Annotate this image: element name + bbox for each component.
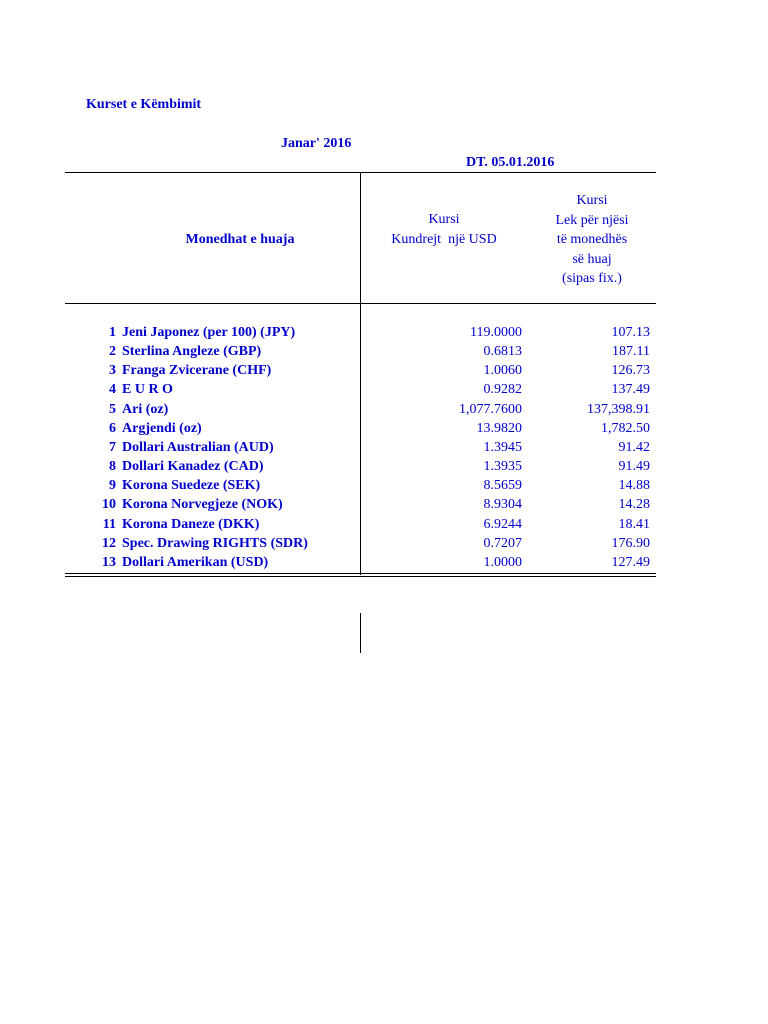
lek-header-line-3: të monedhës [556,232,628,247]
row-number: 7 [109,439,116,455]
usd-rate: 0.6813 [483,344,522,360]
table-row [0,363,768,382]
currency-name: Argjendi (oz) [122,420,202,436]
row-number: 5 [109,401,116,417]
currency-name: Dollari Australian (AUD) [122,439,274,455]
row-number: 2 [109,344,116,360]
usd-rate-header [374,210,514,249]
lek-rate: 91.49 [618,459,650,475]
usd-rate: 8.9304 [483,497,522,513]
usd-rate: 1.0060 [483,363,522,379]
document-title: Kurset e Këmbimit [86,97,202,112]
table-bottom-rule-2 [65,576,656,577]
lek-rate: 1,782.50 [601,420,650,436]
usd-rate: 1.0000 [483,554,522,570]
stray-divider [360,613,361,653]
table-row [0,325,768,344]
lek-rate: 107.13 [611,325,650,340]
currency-name: Spec. Drawing RIGHTS (SDR) [122,535,308,551]
lek-rate: 187.11 [612,344,650,360]
lek-header-line-2: Lek për njësi [555,212,629,228]
lek-rate: 137.49 [611,382,650,398]
row-number: 4 [109,382,116,398]
currency-name: Franga Zvicerane (CHF) [122,363,272,379]
currency-name: Korona Daneze (DKK) [122,516,260,532]
currency-name: E U R O [122,382,173,398]
currency-name: Ari (oz) [122,401,169,417]
usd-rate: 1.3935 [483,459,522,475]
lek-header-line-5: (sipas fix.) [562,271,622,286]
lek-rate-header [530,191,654,289]
usd-rate: 119.0000 [470,325,522,340]
row-number: 9 [109,478,116,494]
row-number: 8 [109,459,116,475]
row-number: 10 [102,497,116,513]
lek-rate: 14.28 [618,497,650,513]
lek-rate: 127.49 [611,554,650,570]
lek-header-line-4: së huaj [572,251,612,267]
usd-rate: 1.3945 [483,439,522,455]
lek-header-line-1: Kursi [576,193,608,208]
usd-rate: 6.9244 [483,516,522,532]
period-label: Janar' 2016 [281,136,352,151]
table-row [0,497,768,516]
table-row [0,517,768,536]
table-row [0,382,768,401]
table-row [0,344,768,363]
usd-rate: 8.5659 [483,478,522,494]
lek-rate: 126.73 [611,363,650,379]
usd-rate: 0.7207 [483,535,522,551]
table-row [0,421,768,440]
currency-name: Jeni Japonez (per 100) (JPY) [122,325,296,340]
currency-name: Sterlina Angleze (GBP) [122,344,262,360]
usd-header-line-2: Kundrejt një USD [391,231,497,247]
table-row [0,555,768,574]
currency-name: Korona Norvegjeze (NOK) [122,497,283,513]
table-row [0,478,768,497]
table-row [0,440,768,459]
lek-rate: 137,398.91 [587,401,650,417]
usd-rate: 0.9282 [483,382,522,398]
usd-rate: 13.9820 [476,420,522,436]
date-label: DT. 05.01.2016 [466,155,555,170]
row-number: 3 [109,363,116,379]
table-row [0,459,768,478]
lek-rate: 91.42 [618,439,650,455]
row-number: 12 [102,535,116,551]
table-row [0,536,768,555]
currency-name: Korona Suedeze (SEK) [122,478,261,494]
table-row [0,402,768,421]
row-number: 6 [109,420,116,436]
lek-rate: 18.41 [618,516,650,532]
row-number: 1 [109,325,116,340]
currency-header: Monedhat e huaja [185,232,295,247]
currency-name: Dollari Kanadez (CAD) [122,459,264,475]
usd-header-line-1: Kursi [428,212,460,227]
lek-rate: 176.90 [611,535,650,551]
currency-name: Dollari Amerikan (USD) [122,554,269,570]
row-number: 11 [102,516,116,532]
lek-rate: 14.88 [618,478,650,494]
row-number: 13 [102,554,116,570]
usd-rate: 1,077.7600 [459,401,522,417]
